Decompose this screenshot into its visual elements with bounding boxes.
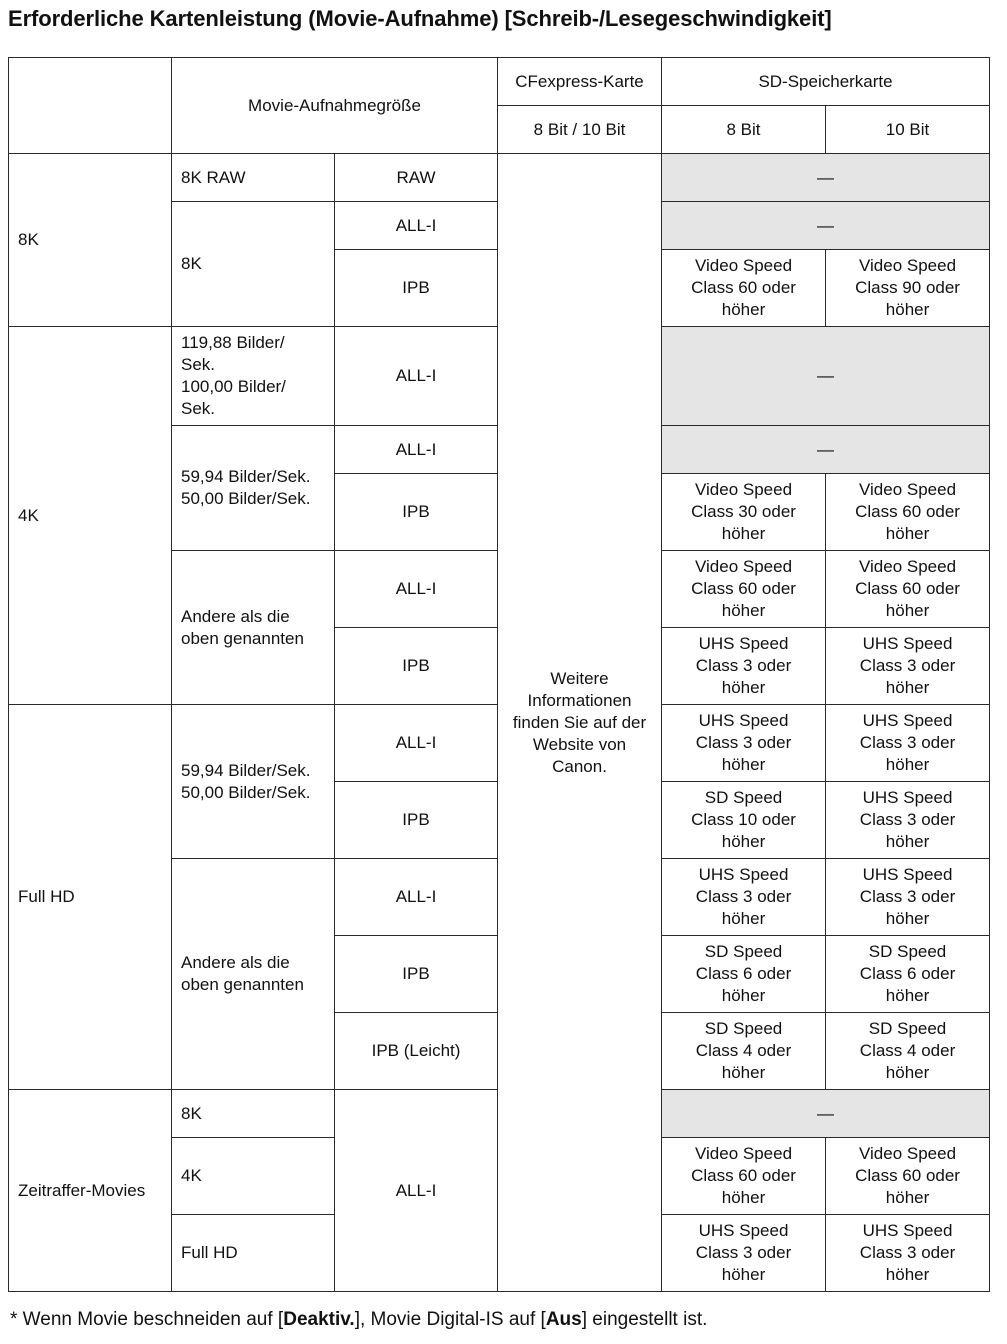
group-4k: 4K [9, 327, 172, 705]
sd-10bit-cell: UHS Speed Class 3 oder höher [826, 628, 990, 705]
size-time-lapse-4k: 4K [172, 1138, 335, 1215]
footnote-setting-off: Deaktiv. [283, 1309, 355, 1330]
header-cfexpress: CFexpress-Karte [498, 58, 662, 106]
sd-not-supported: — [662, 327, 990, 426]
compression-cell: ALL-I [335, 705, 498, 782]
sd-not-supported: — [662, 426, 990, 474]
sd-10bit-cell: Video Speed Class 60 oder höher [826, 551, 990, 628]
compression-cell: IPB [335, 250, 498, 327]
sd-not-supported: — [662, 154, 990, 202]
group-8k: 8K [9, 154, 172, 327]
sd-10bit-cell: Video Speed Class 60 oder höher [826, 1138, 990, 1215]
group-full-hd: Full HD [9, 705, 172, 1090]
header-bit-cfexpress: 8 Bit / 10 Bit [498, 106, 662, 154]
compression-cell: IPB [335, 474, 498, 551]
sd-not-supported: — [662, 202, 990, 250]
compression-cell: ALL-I [335, 202, 498, 250]
sd-8bit-cell: Video Speed Class 60 oder höher [662, 551, 826, 628]
compression-cell: IPB [335, 628, 498, 705]
sd-10bit-cell: Video Speed Class 60 oder höher [826, 474, 990, 551]
header-movie-size: Movie-Aufnahmegröße [172, 58, 498, 154]
size-4k-5994: 59,94 Bilder/Sek. 50,00 Bilder/Sek. [172, 426, 335, 551]
sd-10bit-cell: SD Speed Class 6 oder höher [826, 936, 990, 1013]
sd-10bit-cell: Video Speed Class 90 oder höher [826, 250, 990, 327]
sd-8bit-cell: Video Speed Class 60 oder höher [662, 250, 826, 327]
sd-8bit-cell: Video Speed Class 30 oder höher [662, 474, 826, 551]
compression-cell: ALL-I [335, 426, 498, 474]
compression-cell: IPB [335, 936, 498, 1013]
sd-10bit-cell: SD Speed Class 4 oder höher [826, 1013, 990, 1090]
sd-10bit-cell: UHS Speed Class 3 oder höher [826, 782, 990, 859]
sd-10bit-cell: UHS Speed Class 3 oder höher [826, 1215, 990, 1292]
footnote-setting-aus: Aus [545, 1309, 582, 1330]
footnote [10, 1309, 707, 1331]
sd-8bit-cell: UHS Speed Class 3 oder höher [662, 1215, 826, 1292]
size-4k-other: Andere als die oben genannten [172, 551, 335, 705]
footnote-prefix: * Wenn Movie beschneiden auf [ [10, 1309, 284, 1330]
header-bit-8: 8 Bit [662, 106, 826, 154]
sd-8bit-cell: UHS Speed Class 3 oder höher [662, 705, 826, 782]
compression-cell: IPB (Leicht) [335, 1013, 498, 1090]
group-time-lapse: Zeitraffer-Movies [9, 1090, 172, 1292]
sd-not-supported: — [662, 1090, 990, 1138]
compression-cell: RAW [335, 154, 498, 202]
header-bit-10: 10 Bit [826, 106, 990, 154]
sd-8bit-cell: SD Speed Class 10 oder höher [662, 782, 826, 859]
footnote-middle: ], Movie Digital-IS auf [ [354, 1309, 546, 1330]
compression-cell: ALL-I [335, 1090, 498, 1292]
sd-8bit-cell: SD Speed Class 6 oder höher [662, 936, 826, 1013]
sd-8bit-cell: Video Speed Class 60 oder höher [662, 1138, 826, 1215]
table-row [9, 154, 990, 202]
page-title: Erforderliche Kartenleistung (Movie-Aufnahme) [Schreib-/Lesegeschwindigkeit] [8, 6, 832, 31]
size-full-hd-5994: 59,94 Bilder/Sek. 50,00 Bilder/Sek. [172, 705, 335, 859]
sd-10bit-cell: UHS Speed Class 3 oder höher [826, 705, 990, 782]
size-8k-raw: 8K RAW [172, 154, 335, 202]
compression-cell: ALL-I [335, 327, 498, 426]
size-time-lapse-8k: 8K [172, 1090, 335, 1138]
compression-cell: IPB [335, 782, 498, 859]
size-time-lapse-full-hd: Full HD [172, 1215, 335, 1292]
card-performance-table [8, 57, 990, 1292]
compression-cell: ALL-I [335, 859, 498, 936]
compression-cell: ALL-I [335, 551, 498, 628]
size-4k-high-frame-rate: 119,88 Bilder/ Sek. 100,00 Bilder/ Sek. [172, 327, 335, 426]
size-full-hd-other: Andere als die oben genannten [172, 859, 335, 1090]
sd-10bit-cell: UHS Speed Class 3 oder höher [826, 859, 990, 936]
header-corner-cell [9, 58, 172, 154]
sd-8bit-cell: UHS Speed Class 3 oder höher [662, 628, 826, 705]
sd-8bit-cell: UHS Speed Class 3 oder höher [662, 859, 826, 936]
table-header-row [9, 58, 990, 106]
sd-8bit-cell: SD Speed Class 4 oder höher [662, 1013, 826, 1090]
header-sd-card: SD-Speicherkarte [662, 58, 990, 106]
cfexpress-note: Weitere Informationen finden Sie auf der Website von Canon. [498, 154, 662, 1292]
size-8k: 8K [172, 202, 335, 327]
footnote-suffix: ] eingestellt ist. [581, 1309, 708, 1330]
